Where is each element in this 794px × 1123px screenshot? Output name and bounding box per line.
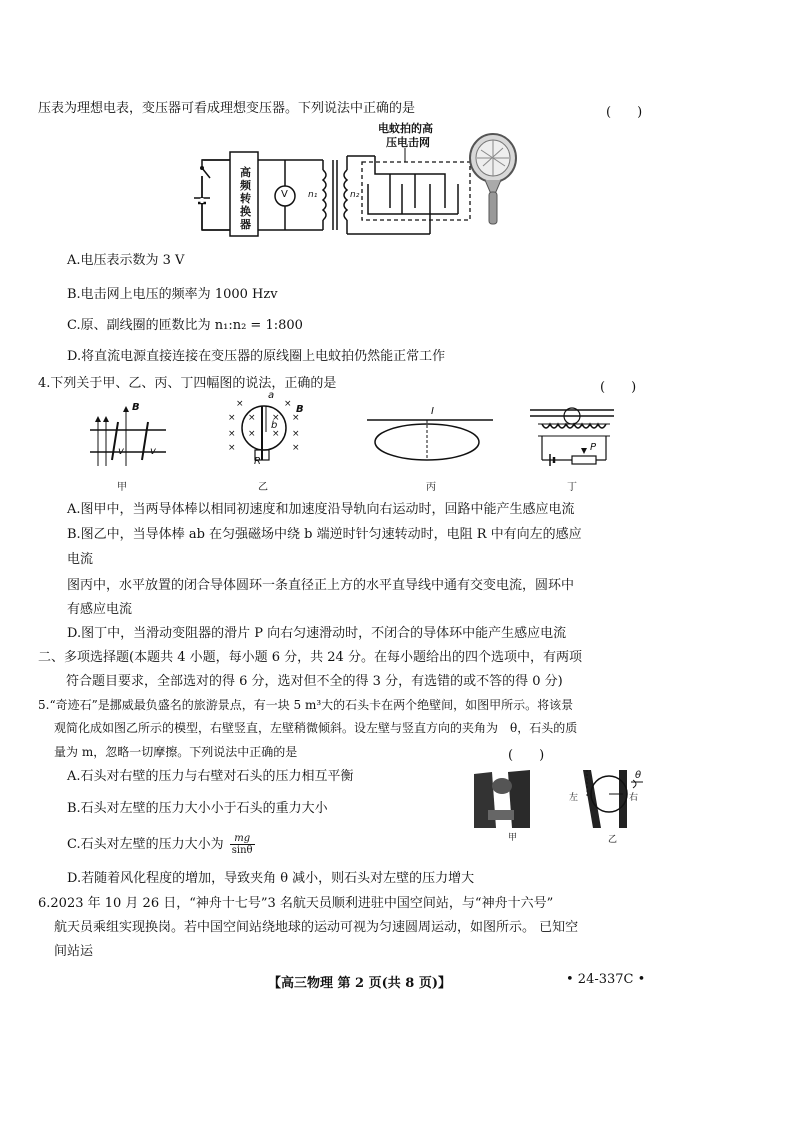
q5-option-c <box>67 833 255 856</box>
jia-b-label: B <box>132 402 140 413</box>
voltmeter-label: V <box>281 189 288 200</box>
jia-v2-label: v <box>150 446 156 457</box>
converter-char-3: 转 <box>240 192 251 205</box>
section2-heading-line1: 二、多项选择题(本题共 4 小题，每小题 6 分，共 24 分。在每小题给出的四个选项中，有两项 <box>38 650 582 665</box>
svg-text:×: × <box>228 413 236 423</box>
yi-left-wall-label: 左 <box>569 793 579 803</box>
yi-b-label: b <box>271 420 278 431</box>
q5-option-c-fraction <box>230 833 255 856</box>
q3-option-c: C.原、副线圈的匝数比为 n₁:n₂ = 1:800 <box>67 318 303 333</box>
footer-code: • 24-337C • <box>566 972 646 987</box>
yi-B-label: B <box>296 404 304 415</box>
yi-right-wall-label: 右 <box>629 793 639 803</box>
q4-fig-yi <box>226 390 306 468</box>
yi-theta-label: θ <box>635 770 642 781</box>
q5-caption-jia: 甲 <box>508 833 518 843</box>
q4-stem: 4.下列关于甲、乙、丙、丁四幅图的说法，正确的是 <box>38 376 337 391</box>
q4-caption-bing: 丙 <box>426 482 436 493</box>
q5-option-d: D.若随着风化程度的增加，导致夹角 θ 减小，则石头对左壁的压力增大 <box>67 871 475 886</box>
q5-stem-line3: 量为 m，忽略一切摩擦。下列说法中正确的是 <box>54 745 298 759</box>
q4-fig-jia <box>88 400 168 470</box>
converter-char-2: 频 <box>240 179 251 192</box>
svg-text:×: × <box>292 429 300 439</box>
q5-caption-yi: 乙 <box>608 835 618 845</box>
svg-text:×: × <box>272 413 280 423</box>
q4-option-d: D.图丁中，当滑动变阻器的滑片 P 向右匀速滑动时，不闭合的导体环中能产生感应电流 <box>67 626 567 641</box>
svg-text:×: × <box>248 413 256 423</box>
converter-char-4: 换 <box>240 205 251 218</box>
svg-text:×: × <box>228 443 236 453</box>
fraction-denominator: sinθ <box>231 845 253 856</box>
q5-option-b: B.石头对左壁的压力大小小于石头的重力大小 <box>67 801 328 816</box>
svg-text:×: × <box>292 413 300 423</box>
converter-char-1: 高 <box>240 166 251 179</box>
q5-option-c-text: C.石头对左壁的压力大小为 <box>67 837 224 852</box>
q5-model-yi <box>565 768 645 830</box>
q3-option-b: B.电击网上电压的频率为 1000 Hzv <box>67 287 278 302</box>
mosquito-racket-image <box>463 132 533 232</box>
q4-option-c: 图丙中，水平放置的闭合导体圆环一条直径正上方的水平直导线中通有交变电流，圆环中 <box>67 578 575 593</box>
ding-P-label: P <box>590 442 597 453</box>
svg-text:×: × <box>284 399 292 409</box>
svg-text:×: × <box>236 399 244 409</box>
q3-option-a: A.电压表示数为 3 V <box>67 253 185 268</box>
net-label-line1: 电蚊拍的高 <box>378 122 433 135</box>
q5-stem-line1: 5.“奇迹石”是挪威最负盛名的旅游景点，有一块 5 m³大的石头卡在两个绝壁间，如图甲所示。将该景 <box>38 698 574 712</box>
q4-fig-bing <box>365 406 495 466</box>
q4-option-b-cont: 电流 <box>67 552 94 567</box>
svg-text:×: × <box>248 429 256 439</box>
q6-line2: 航天员乘组实现换岗。若中国空间站绕地球的运动可视为匀速圆周运动，如图所示。 已知空 <box>54 920 579 935</box>
n2-label: n₂ <box>350 190 360 200</box>
q4-answer-blank: ( ) <box>600 380 637 395</box>
q4-caption-ding: 丁 <box>567 482 577 493</box>
jia-v1-label: v <box>118 446 124 457</box>
svg-text:×: × <box>228 429 236 439</box>
q3-option-d: D.将直流电源直接连接在变压器的原线圈上电蚊拍仍然能正常工作 <box>67 349 446 364</box>
converter-char-5: 器 <box>240 218 251 231</box>
q4-fig-ding <box>528 402 618 472</box>
q4-caption-jia: 甲 <box>117 482 127 493</box>
net-label-line2: 压电击网 <box>386 136 430 149</box>
q3-answer-blank: ( ) <box>606 105 643 120</box>
q4-caption-yi: 乙 <box>258 482 268 493</box>
q4-option-c-cont: 有感应电流 <box>67 602 133 617</box>
fraction-numerator: mg <box>230 833 255 845</box>
q5-answer-blank: ( ) <box>508 748 545 763</box>
q4-option-b: B.图乙中，当导体棒 ab 在匀强磁场中绕 b 端逆时针匀速转动时，电阻 R 中有向左的感应 <box>67 527 582 542</box>
bing-I-label: I <box>431 406 434 417</box>
q6-line1: 6.2023 年 10 月 26 日，“神舟十七号”3 名航天员顺利进驻中国空间站，与“神舟十六号” <box>38 896 554 911</box>
yi-a-label: a <box>268 390 275 401</box>
q6-line3: 间站运 <box>54 944 94 959</box>
q3-stem-tail: 压表为理想电表，变压器可看成理想变压器。下列说法中正确的是 <box>38 101 416 116</box>
q4-option-a: A.图甲中，当两导体棒以相同初速度和加速度沿导轨向右运动时，回路中能产生感应电流 <box>67 502 575 517</box>
svg-text:×: × <box>292 443 300 453</box>
svg-text:×: × <box>272 429 280 439</box>
n1-label: n₁ <box>308 190 318 200</box>
q5-stem-line2: 观简化成如图乙所示的模型，右壁竖直，左壁稍微倾斜。设左壁与竖直方向的夹角为 θ，石头的质 <box>54 721 578 735</box>
yi-R-label: R <box>254 456 261 467</box>
footer-page-info: 【高三物理 第 2 页(共 8 页)】 <box>268 976 452 991</box>
q5-option-a: A.石头对右壁的压力与右壁对石头的压力相互平衡 <box>67 769 354 784</box>
q5-photo-jia <box>474 770 530 828</box>
section2-heading-line2: 符合题目要求，全部选对的得 6 分，选对但不全的得 3 分，有选错的或不答的得 0 分) <box>66 674 563 689</box>
